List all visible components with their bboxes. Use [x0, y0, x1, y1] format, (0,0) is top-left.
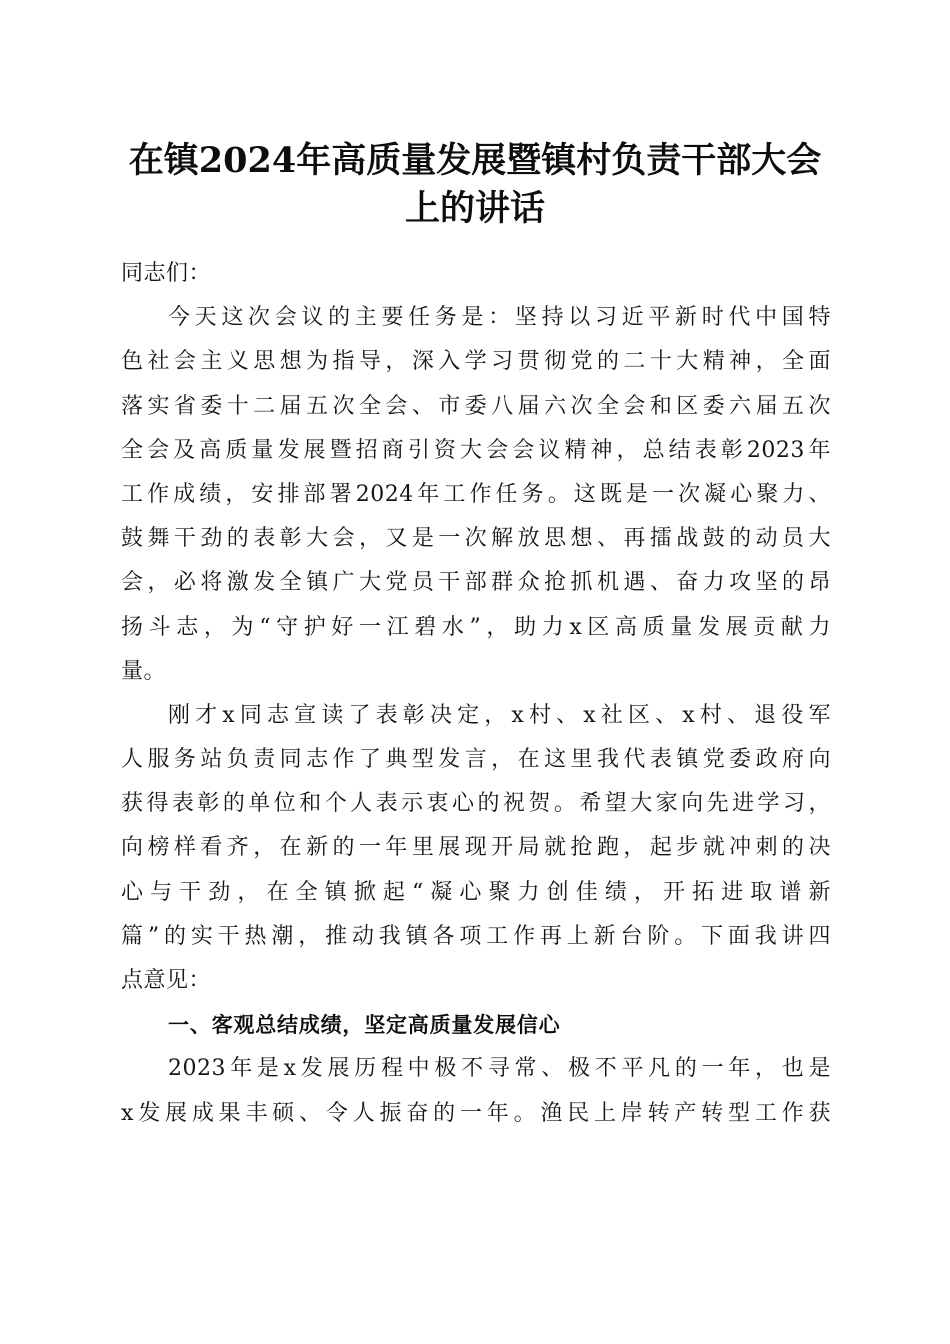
salutation: 同志们：: [121, 261, 212, 286]
paragraph-line: 今天这次会议的主要任务是：坚持以习近平新时代中国特: [168, 305, 831, 331]
paragraph-line: 向榜样看齐，在新的一年里展现开局就抢跑，起步就冲刺的决: [121, 835, 831, 861]
paragraph-line: 落实省委十二届五次全会、市委八届六次全会和区委六届五次: [121, 393, 831, 419]
paragraph-line: 会，必将激发全镇广大党员干部群众抢抓机遇、奋力攻坚的昂: [121, 570, 831, 596]
document-title: [110, 137, 840, 233]
paragraph-line: 全会及高质量发展暨招商引资大会会议精神，总结表彰2023年: [121, 437, 831, 463]
section-heading: 一、客观总结成绩，坚定高质量发展信心: [168, 1013, 561, 1038]
paragraph-line: 色社会主义思想为指导，深入学习贯彻党的二十大精神，全面: [121, 349, 831, 375]
title-line: 上的讲话: [404, 188, 545, 229]
paragraph-line: 点意见：: [121, 968, 212, 993]
paragraph-commendation: [121, 694, 831, 1003]
paragraph-achievements: [121, 1047, 831, 1135]
paragraph-line: x发展成果丰硕、令人振奋的一年。渔民上岸转产转型工作获: [121, 1100, 831, 1126]
document-body: [121, 252, 831, 1136]
paragraph-line: 工作成绩，安排部署2024年工作任务。这既是一次凝心聚力、: [121, 481, 831, 507]
paragraph-line: 篇”的实干热潮，推动我镇各项工作再上新台阶。下面我讲四: [121, 923, 831, 949]
paragraph-line: 获得表彰的单位和个人表示衷心的祝贺。希望大家向先进学习，: [121, 791, 831, 817]
paragraph-line: 刚才x同志宣读了表彰决定，x村、x社区、x村、退役军: [168, 702, 831, 728]
paragraph-line: 人服务站负责同志作了典型发言，在这里我代表镇党委政府向: [121, 747, 831, 773]
paragraph-line: 鼓舞干劲的表彰大会，又是一次解放思想、再擂战鼓的动员大: [121, 526, 831, 552]
paragraph-line: 2023年是x发展历程中极不寻常、极不平凡的一年，也是: [168, 1056, 831, 1082]
title-line: 在镇2024年高质量发展暨镇村负责干部大会: [128, 140, 822, 181]
paragraph-line: 量。: [121, 658, 167, 684]
paragraph-line: 心与干劲，在全镇掀起“凝心聚力创佳绩，开拓进取谱新: [121, 879, 831, 905]
paragraph-line: 扬斗志，为“守护好一江碧水”，助力x区高质量发展贡献力: [121, 614, 831, 640]
paragraph-opening: [121, 296, 831, 694]
